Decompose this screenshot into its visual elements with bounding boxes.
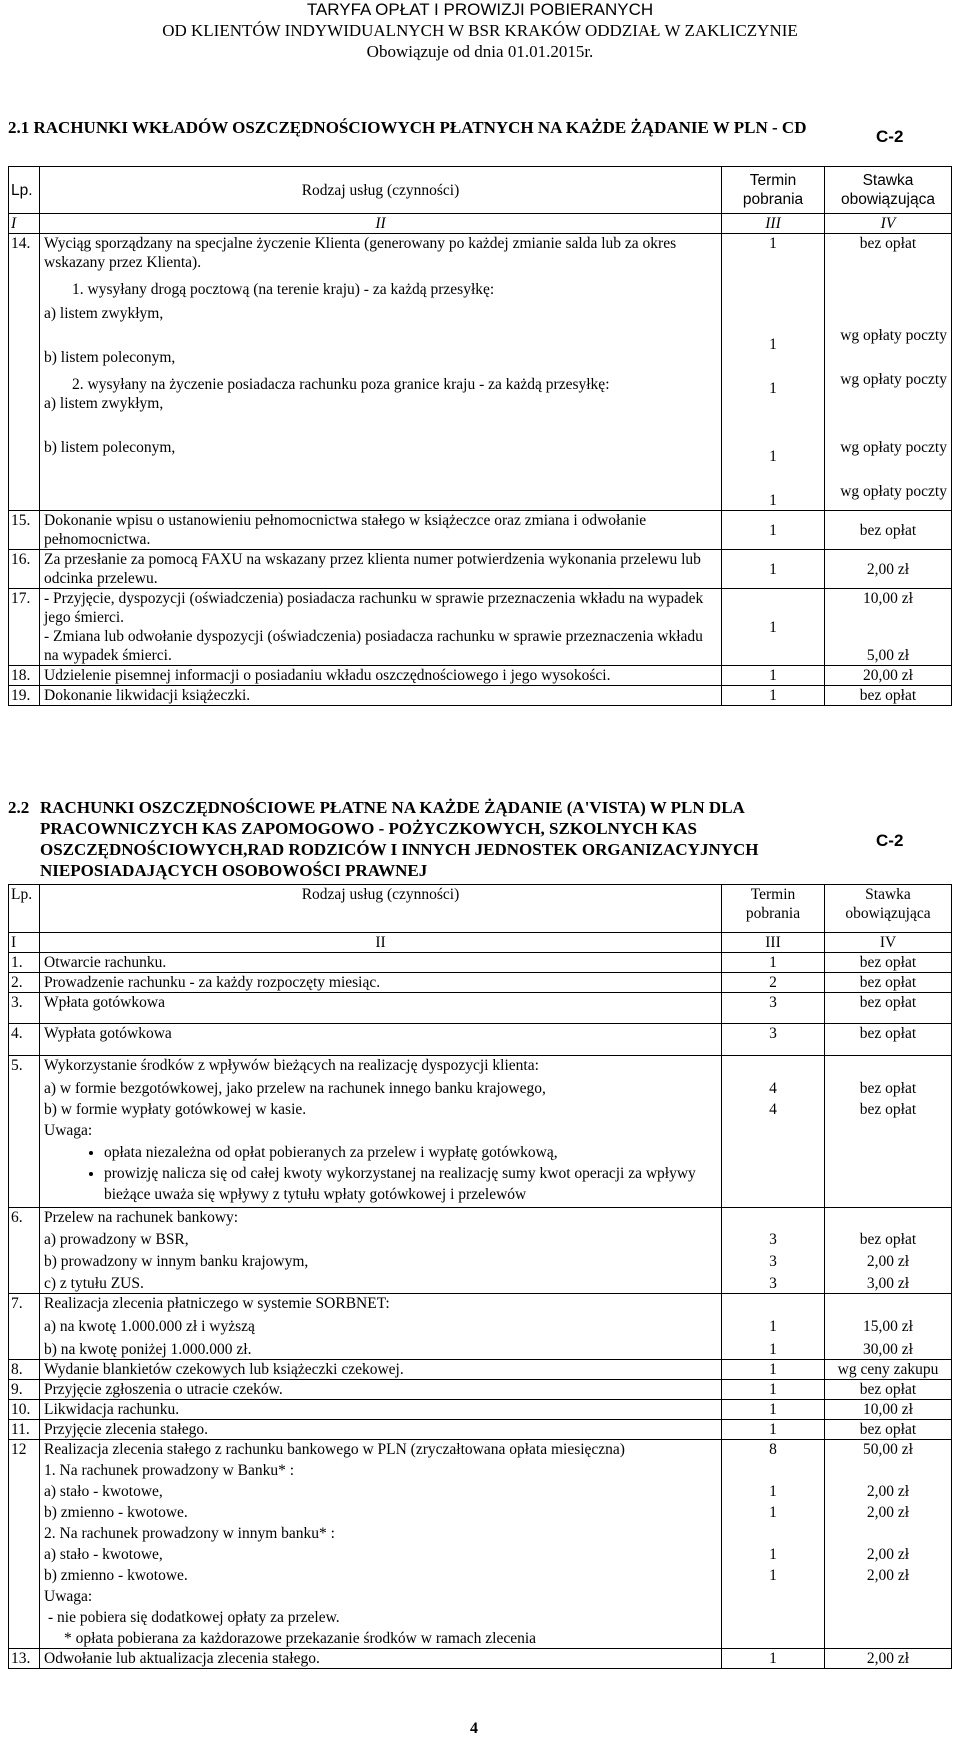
row-number: 13. — [9, 1649, 40, 1669]
table-row — [9, 511, 952, 550]
row-description: Za przesłanie za pomocą FAXU na wskazany przez klienta numer potwierdzenia wykonania przelewu lub odcinka przelewu. — [40, 550, 722, 589]
row-rate: bez opłat — [825, 1024, 952, 1056]
row-number: 18. — [9, 666, 40, 686]
term-value: 1 — [769, 492, 777, 509]
term-value: 1 — [769, 1318, 777, 1335]
row-number: 4. — [9, 1024, 40, 1056]
table-row — [9, 993, 952, 1024]
row-number: 9. — [9, 1380, 40, 1400]
row-subitem: 1. wysyłany drogą pocztową (na terenie kraju) - za każdą przesyłkę: — [72, 281, 495, 298]
term-value: 4 — [769, 1080, 777, 1097]
table-header-row — [9, 885, 952, 933]
row-term: 1 — [722, 953, 825, 973]
rate-value: 50,00 zł — [863, 1441, 913, 1458]
row-term — [722, 1294, 825, 1360]
row-text: - Zmiana lub odwołanie dyspozycji (oświadczenia) posiadacza rachunku w sprawie przeznaczenia wkładu na wypadek śmierci. — [44, 628, 703, 664]
row-rate: wg ceny zakupu — [825, 1360, 952, 1380]
row-rate — [825, 589, 952, 666]
table-row — [9, 953, 952, 973]
col-rate: Stawka obowiązująca — [825, 167, 952, 214]
roman-cell: III — [722, 933, 825, 953]
roman-cell: I — [9, 214, 40, 234]
row-subitem: b) w formie wypłaty gotówkowej w kasie. — [44, 1101, 307, 1118]
row-term: 1 — [722, 1380, 825, 1400]
row-description: Wypłata gotówkowa — [40, 1024, 722, 1056]
row-rate: bez opłat — [825, 511, 952, 550]
table-row — [9, 1420, 952, 1440]
section-2-1-title: 2.1 RACHUNKI WKŁADÓW OSZCZĘDNOŚCIOWYCH PŁATNYCH NA KAŻDE ŻĄDANIE W PLN - CD — [8, 118, 807, 137]
roman-row — [9, 933, 952, 953]
term-value: 1 — [769, 1341, 777, 1358]
rate-value: 2,00 zł — [866, 1567, 910, 1584]
row-subitem: b) listem poleconym, — [44, 349, 176, 366]
row-number: 19. — [9, 686, 40, 706]
rate-value: 30,00 zł — [863, 1341, 913, 1358]
table-header-row — [9, 167, 952, 214]
row-term: 1 — [722, 1360, 825, 1380]
roman-cell: IV — [825, 933, 952, 953]
row-subitem: a) w formie bezgotówkowej, jako przelew na rachunek innego banku krajowego, — [44, 1080, 546, 1097]
row-description — [40, 1208, 722, 1294]
row-term — [722, 1056, 825, 1208]
row-subitem: b) zmienno - kwotowe. — [44, 1504, 188, 1521]
rate-value: 2,00 zł — [866, 1253, 910, 1270]
col-rate: Stawka obowiązująca — [825, 885, 952, 933]
rate-value: wg opłaty poczty — [840, 371, 947, 388]
row-description: Dokonanie wpisu o ustanowieniu pełnomocnictwa stałego w książeczce oraz zmiana i odwołanie pełnomocnictwa. — [40, 511, 722, 550]
table-row — [9, 686, 952, 706]
row-number: 11. — [9, 1420, 40, 1440]
term-value: 3 — [769, 1253, 777, 1270]
row-term: 1 — [722, 589, 825, 666]
table-row — [9, 1400, 952, 1420]
rate-value: 15,00 zł — [863, 1318, 913, 1335]
row-description — [40, 1056, 722, 1208]
row-term — [722, 234, 825, 511]
row-term: 3 — [722, 993, 825, 1024]
row-term: 1 — [722, 1420, 825, 1440]
row-rate: 2,00 zł — [825, 1649, 952, 1669]
row-text: - Przyjęcie, dyspozycji (oświadczenia) posiadacza rachunku w sprawie przeznaczenia wkładu na wypadek jego śmierci. — [44, 590, 704, 626]
row-number: 7. — [9, 1294, 40, 1360]
table-row — [9, 1649, 952, 1669]
row-rate: 20,00 zł — [825, 666, 952, 686]
row-number: 2. — [9, 973, 40, 993]
note-item: • prowizję nalicza się od całej kwoty wykorzystanej na realizację sumy kwot operacji za wpływy bieżące uważa się wpływy z tytułu wpłaty gotówkowej i przelewów — [104, 1163, 717, 1205]
roman-row — [9, 214, 952, 234]
row-text: Realizacja zlecenia płatniczego w systemie SORBNET: — [44, 1295, 390, 1312]
row-rate — [825, 234, 952, 511]
table-row — [9, 1440, 952, 1649]
row-rate — [825, 1440, 952, 1649]
roman-cell: I — [9, 933, 40, 953]
rate-value: 2,00 zł — [866, 1546, 910, 1563]
row-description: Udzielenie pisemnej informacji o posiadaniu wkładu oszczędnościowego i jego wysokości. — [40, 666, 722, 686]
row-rate: bez opłat — [825, 686, 952, 706]
section-2-1-table — [8, 166, 952, 706]
row-rate: 10,00 zł — [825, 1400, 952, 1420]
row-description — [40, 1440, 722, 1649]
row-subitem: b) prowadzony w innym banku krajowym, — [44, 1253, 309, 1270]
row-rate: bez opłat — [825, 1420, 952, 1440]
doc-subtitle: OD KLIENTÓW INDYWIDUALNYCH W BSR KRAKÓW ODDZIAŁ W ZAKLICZYNIE — [162, 21, 798, 40]
row-term: 1 — [722, 686, 825, 706]
row-subitem: 2. Na rachunek prowadzony w innym banku* : — [44, 1525, 335, 1542]
row-subitem: a) listem zwykłym, — [44, 305, 164, 322]
rate-value: 5,00 zł — [866, 647, 910, 664]
term-value: 1 — [769, 336, 777, 353]
row-description — [40, 589, 722, 666]
row-number: 12 — [9, 1440, 40, 1649]
row-subitem: b) na kwotę poniżej 1.000.000 zł. — [44, 1341, 252, 1358]
row-text: Wykorzystanie środków z wpływów bieżących na realizację dyspozycji klienta: — [44, 1057, 539, 1074]
row-rate: bez opłat — [825, 973, 952, 993]
table-row — [9, 1360, 952, 1380]
row-subitem: b) listem poleconym, — [44, 439, 176, 456]
term-value: 3 — [769, 1275, 777, 1292]
rate-value: 3,00 zł — [866, 1275, 910, 1292]
term-value: 3 — [769, 1231, 777, 1248]
term-value: 1 — [769, 1546, 777, 1563]
rate-value: wg opłaty poczty — [840, 439, 947, 456]
row-number: 5. — [9, 1056, 40, 1208]
note-label: Uwaga: — [44, 1588, 93, 1605]
section-2-2-code: C-2 — [876, 831, 904, 850]
section-2-2-number: 2.2 — [8, 798, 30, 817]
row-number: 6. — [9, 1208, 40, 1294]
row-rate — [825, 1208, 952, 1294]
row-subitem: c) z tytułu ZUS. — [44, 1275, 144, 1292]
term-value: 1 — [769, 448, 777, 465]
row-number: 8. — [9, 1360, 40, 1380]
table-row — [9, 1024, 952, 1056]
row-description — [40, 234, 722, 511]
row-term: 1 — [722, 1400, 825, 1420]
rate-value: 2,00 zł — [866, 1504, 910, 1521]
table-row — [9, 1056, 952, 1208]
row-term: 1 — [722, 1649, 825, 1669]
row-subitem: a) na kwotę 1.000.000 zł i wyższą — [44, 1318, 255, 1335]
row-description: Wydanie blankietów czekowych lub książeczki czekowej. — [40, 1360, 722, 1380]
page-number: 4 — [470, 1720, 478, 1737]
rate-value: bez opłat — [859, 1101, 917, 1118]
row-term: 1 — [722, 511, 825, 550]
table-row — [9, 1294, 952, 1360]
row-description: Likwidacja rachunku. — [40, 1400, 722, 1420]
row-description: Wpłata gotówkowa — [40, 993, 722, 1024]
row-number: 3. — [9, 993, 40, 1024]
row-subitem: a) stało - kwotowe, — [44, 1483, 163, 1500]
col-term: Termin pobrania — [722, 885, 825, 933]
col-service: Rodzaj usług (czynności) — [40, 885, 722, 933]
row-term: 1 — [722, 666, 825, 686]
section-2-1-code: C-2 — [876, 127, 904, 146]
table-row — [9, 1208, 952, 1294]
table-row — [9, 550, 952, 589]
section-2-2-table — [8, 884, 952, 1669]
rate-value: wg opłaty poczty — [840, 483, 947, 500]
row-rate: bez opłat — [825, 993, 952, 1024]
row-number: 10. — [9, 1400, 40, 1420]
term-value: 1 — [769, 1567, 777, 1584]
rate-value: bez opłat — [859, 235, 917, 252]
note-label: Uwaga: — [44, 1122, 93, 1139]
section-2-2-title: RACHUNKI OSZCZĘDNOŚCIOWE PŁATNE NA KAŻDE ŻĄDANIE (A'VISTA) W PLN DLA PRACOWNICZYCH KAS ZAPOMOGOWO - POŻYCZKOWYCH, SZKOLNYCH KAS OSZCZĘDNOŚCIOWYCH,RAD RODZICÓW I INNYCH JEDNOSTEK ORGANIZACYJNYCH NIEPOSIADAJĄCYCH OSOBOWOŚCI PRAWNEJ — [40, 798, 759, 880]
term-value: 8 — [769, 1441, 777, 1458]
roman-cell: IV — [825, 214, 952, 234]
row-rate — [825, 1294, 952, 1360]
rate-value: wg opłaty poczty — [840, 327, 947, 344]
row-term: 2 — [722, 973, 825, 993]
rate-value: bez opłat — [859, 1080, 917, 1097]
row-description: Przyjęcie zgłoszenia o utracie czeków. — [40, 1380, 722, 1400]
row-term: 1 — [722, 550, 825, 589]
note-list — [84, 1142, 717, 1205]
row-rate: bez opłat — [825, 1380, 952, 1400]
row-description — [40, 1294, 722, 1360]
row-description: Otwarcie rachunku. — [40, 953, 722, 973]
row-number: 14. — [9, 234, 40, 511]
table-row — [9, 234, 952, 511]
row-number: 17. — [9, 589, 40, 666]
row-subitem: a) prowadzony w BSR, — [44, 1231, 189, 1248]
term-value: 1 — [769, 235, 777, 252]
table-row — [9, 589, 952, 666]
row-rate: 2,00 zł — [825, 550, 952, 589]
row-text: Przelew na rachunek bankowy: — [44, 1209, 239, 1226]
table-row — [9, 1380, 952, 1400]
row-description: Odwołanie lub aktualizacja zlecenia stałego. — [40, 1649, 722, 1669]
row-rate: bez opłat — [825, 953, 952, 973]
note-item: • opłata niezależna od opłat pobieranych za przelew i wypłatę gotówkową, — [104, 1142, 717, 1163]
roman-cell: II — [40, 933, 722, 953]
term-value: 1 — [769, 1483, 777, 1500]
note-item: * opłata pobierana za każdorazowe przekazanie środków w ramach zlecenia — [64, 1630, 537, 1647]
row-subitem: a) listem zwykłym, — [44, 395, 164, 412]
row-description: Przyjęcie zlecenia stałego. — [40, 1420, 722, 1440]
row-subitem: 1. Na rachunek prowadzony w Banku* : — [44, 1462, 295, 1479]
row-number: 16. — [9, 550, 40, 589]
doc-title: TARYFA OPŁAT I PROWIZJI POBIERANYCH — [306, 0, 654, 19]
row-rate — [825, 1056, 952, 1208]
note-item: - nie pobiera się dodatkowej opłaty za przelew. — [48, 1609, 340, 1626]
table-row — [9, 973, 952, 993]
col-lp: Lp. — [9, 885, 40, 933]
row-subitem: a) stało - kwotowe, — [44, 1546, 163, 1563]
col-lp: Lp. — [9, 167, 40, 214]
row-text: Wyciąg sporządzany na specjalne życzenie Klienta (generowany po każdej zmianie salda lub za okres wskazany przez Klienta). — [44, 235, 677, 271]
row-subitem: 2. wysyłany na życzenie posiadacza rachunku poza granice kraju - za każdą przesyłkę: — [72, 376, 610, 393]
rate-value: 10,00 zł — [863, 590, 913, 607]
term-value: 1 — [769, 1504, 777, 1521]
row-number: 15. — [9, 511, 40, 550]
row-term — [722, 1208, 825, 1294]
row-term: 3 — [722, 1024, 825, 1056]
row-number: 1. — [9, 953, 40, 973]
row-term — [722, 1440, 825, 1649]
term-value: 4 — [769, 1101, 777, 1118]
row-text: Realizacja zlecenia stałego z rachunku bankowego w PLN (zryczałtowana opłata miesięczna) — [44, 1441, 625, 1458]
row-subitem: b) zmienno - kwotowe. — [44, 1567, 188, 1584]
row-description: Prowadzenie rachunku - za każdy rozpoczęty miesiąc. — [40, 973, 722, 993]
rate-value: 2,00 zł — [866, 1483, 910, 1500]
row-description: Dokonanie likwidacji książeczki. — [40, 686, 722, 706]
roman-cell: III — [722, 214, 825, 234]
doc-effective-date: Obowiązuje od dnia 01.01.2015r. — [366, 42, 594, 61]
table-row — [9, 666, 952, 686]
roman-cell: II — [40, 214, 722, 234]
col-term: Termin pobrania — [722, 167, 825, 214]
term-value: 1 — [769, 380, 777, 397]
rate-value: bez opłat — [859, 1231, 917, 1248]
col-service: Rodzaj usług (czynności) — [40, 167, 722, 214]
